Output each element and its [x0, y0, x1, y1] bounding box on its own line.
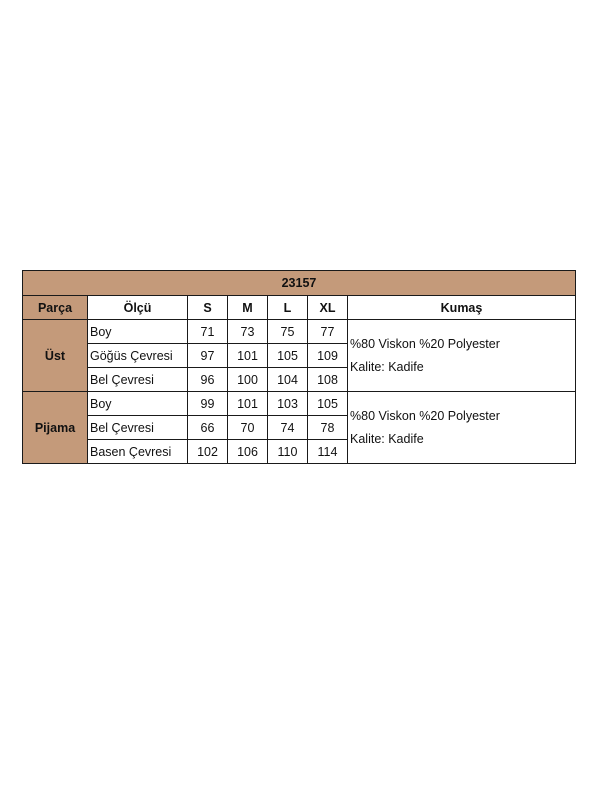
- part-label: Üst: [23, 320, 88, 392]
- value-cell: 110: [268, 440, 308, 464]
- value-cell: 66: [188, 416, 228, 440]
- header-measure: Ölçü: [88, 296, 188, 320]
- fabric-composition: %80 Viskon %20 Polyester: [350, 336, 500, 351]
- value-cell: 99: [188, 392, 228, 416]
- fabric-quality: Kalite: Kadife: [350, 359, 424, 374]
- measure-label: Göğüs Çevresi: [88, 344, 188, 368]
- value-cell: 97: [188, 344, 228, 368]
- fabric-cell: [348, 320, 576, 392]
- measure-label: Bel Çevresi: [88, 368, 188, 392]
- value-cell: 104: [268, 368, 308, 392]
- value-cell: 78: [308, 416, 348, 440]
- header-row: [23, 296, 576, 320]
- header-size-m: M: [228, 296, 268, 320]
- value-cell: 70: [228, 416, 268, 440]
- value-cell: 105: [308, 392, 348, 416]
- value-cell: 103: [268, 392, 308, 416]
- header-size-s: S: [188, 296, 228, 320]
- value-cell: 101: [228, 344, 268, 368]
- value-cell: 77: [308, 320, 348, 344]
- header-fabric: Kumaş: [348, 296, 576, 320]
- value-cell: 71: [188, 320, 228, 344]
- value-cell: 75: [268, 320, 308, 344]
- value-cell: 100: [228, 368, 268, 392]
- fabric-cell: [348, 392, 576, 464]
- value-cell: 73: [228, 320, 268, 344]
- part-label: Pijama: [23, 392, 88, 464]
- measure-label: Boy: [88, 320, 188, 344]
- table-title: 23157: [23, 271, 576, 296]
- fabric-quality: Kalite: Kadife: [350, 431, 424, 446]
- value-cell: 96: [188, 368, 228, 392]
- table-row: [23, 392, 576, 416]
- header-size-xl: XL: [308, 296, 348, 320]
- measure-label: Bel Çevresi: [88, 416, 188, 440]
- value-cell: 102: [188, 440, 228, 464]
- value-cell: 114: [308, 440, 348, 464]
- measure-label: Basen Çevresi: [88, 440, 188, 464]
- value-cell: 108: [308, 368, 348, 392]
- fabric-composition: %80 Viskon %20 Polyester: [350, 408, 500, 423]
- measure-label: Boy: [88, 392, 188, 416]
- value-cell: 106: [228, 440, 268, 464]
- header-size-l: L: [268, 296, 308, 320]
- size-chart: [22, 270, 575, 464]
- value-cell: 105: [268, 344, 308, 368]
- value-cell: 109: [308, 344, 348, 368]
- size-table: [22, 270, 576, 464]
- header-part: Parça: [23, 296, 88, 320]
- table-row: [23, 320, 576, 344]
- value-cell: 74: [268, 416, 308, 440]
- value-cell: 101: [228, 392, 268, 416]
